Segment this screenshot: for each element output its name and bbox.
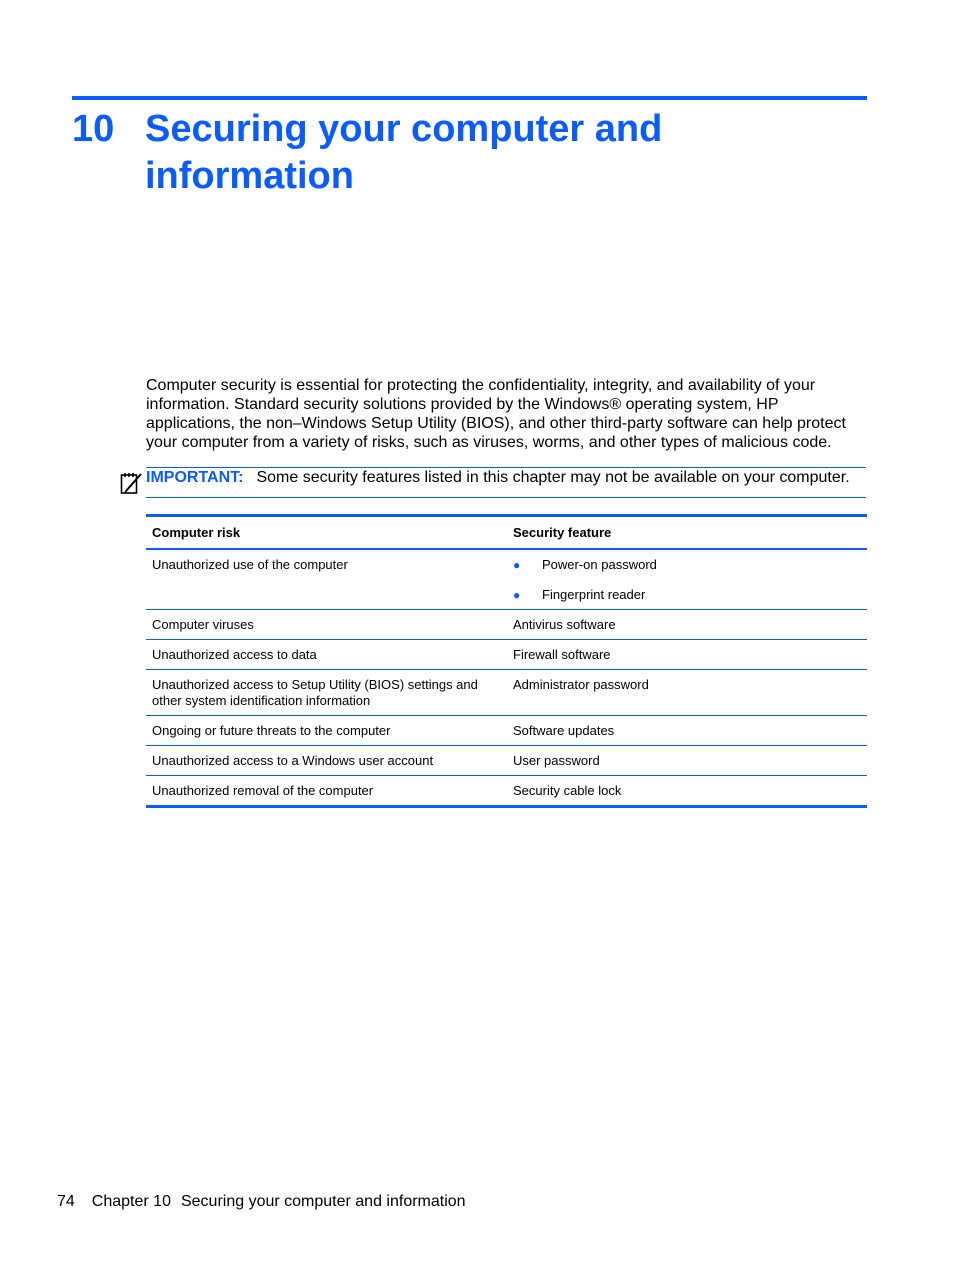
table-row: [146, 549, 867, 610]
footer-chapter-label: Chapter 10: [91, 1193, 171, 1210]
important-note-text: [146, 468, 886, 487]
chapter-title: Securing your computer and information: [145, 108, 663, 197]
important-note-icon: [119, 471, 143, 495]
list-item: [513, 557, 861, 573]
feature-cell: User password: [507, 746, 867, 776]
chapter-number: 10: [72, 108, 115, 150]
table-row: [146, 716, 867, 746]
column-header-feature: Security feature: [513, 525, 612, 540]
column-header-risk: Computer risk: [152, 525, 241, 540]
feature-cell: Software updates: [507, 716, 867, 746]
risk-cell: Unauthorized access to data: [146, 640, 507, 670]
feature-cell: Security cable lock: [507, 776, 867, 807]
table-row: [146, 776, 867, 807]
feature-text: Fingerprint reader: [542, 587, 646, 602]
footer-chapter-title: Securing your computer and information: [180, 1193, 466, 1210]
risk-cell: Unauthorized access to Setup Utility (BIOS) settings and other system identification information: [146, 670, 507, 716]
feature-cell: [507, 549, 867, 610]
table-row: [146, 640, 867, 670]
bullet-icon: ●: [513, 558, 521, 572]
page-footer: [57, 1192, 483, 1211]
feature-bullet-list: [513, 557, 861, 603]
important-label: IMPORTANT:: [146, 469, 244, 486]
important-message: Some security features listed in this chapter may not be available on your computer.: [256, 469, 850, 486]
chapter-top-rule: [72, 96, 867, 100]
list-item: [513, 587, 861, 603]
intro-paragraph: Computer security is essential for protecting the confidentiality, integrity, and availability of your information. Standard security solutions provided by the Windows® operating system, HP applications, the non–Windows Setup Utility (BIOS), and other third-party software can help protect your computer from a variety of risks, such as viruses, worms, and other types of malicious code.: [146, 377, 846, 451]
table-header-row: [146, 516, 867, 550]
feature-cell: Firewall software: [507, 640, 867, 670]
bullet-icon: ●: [513, 588, 521, 602]
feature-cell: Antivirus software: [507, 610, 867, 640]
risk-cell: Unauthorized use of the computer: [146, 549, 507, 610]
feature-text: Power-on password: [542, 557, 657, 572]
table-row: [146, 670, 867, 716]
risk-cell: Computer viruses: [146, 610, 507, 640]
table-row: [146, 746, 867, 776]
risk-cell: Unauthorized removal of the computer: [146, 776, 507, 807]
table-row: [146, 610, 867, 640]
risk-cell: Ongoing or future threats to the computer: [146, 716, 507, 746]
important-note: [146, 467, 866, 498]
security-risk-table: [146, 514, 867, 808]
feature-cell: Administrator password: [507, 670, 867, 716]
page-number: 74: [57, 1193, 75, 1210]
risk-cell: Unauthorized access to a Windows user account: [146, 746, 507, 776]
